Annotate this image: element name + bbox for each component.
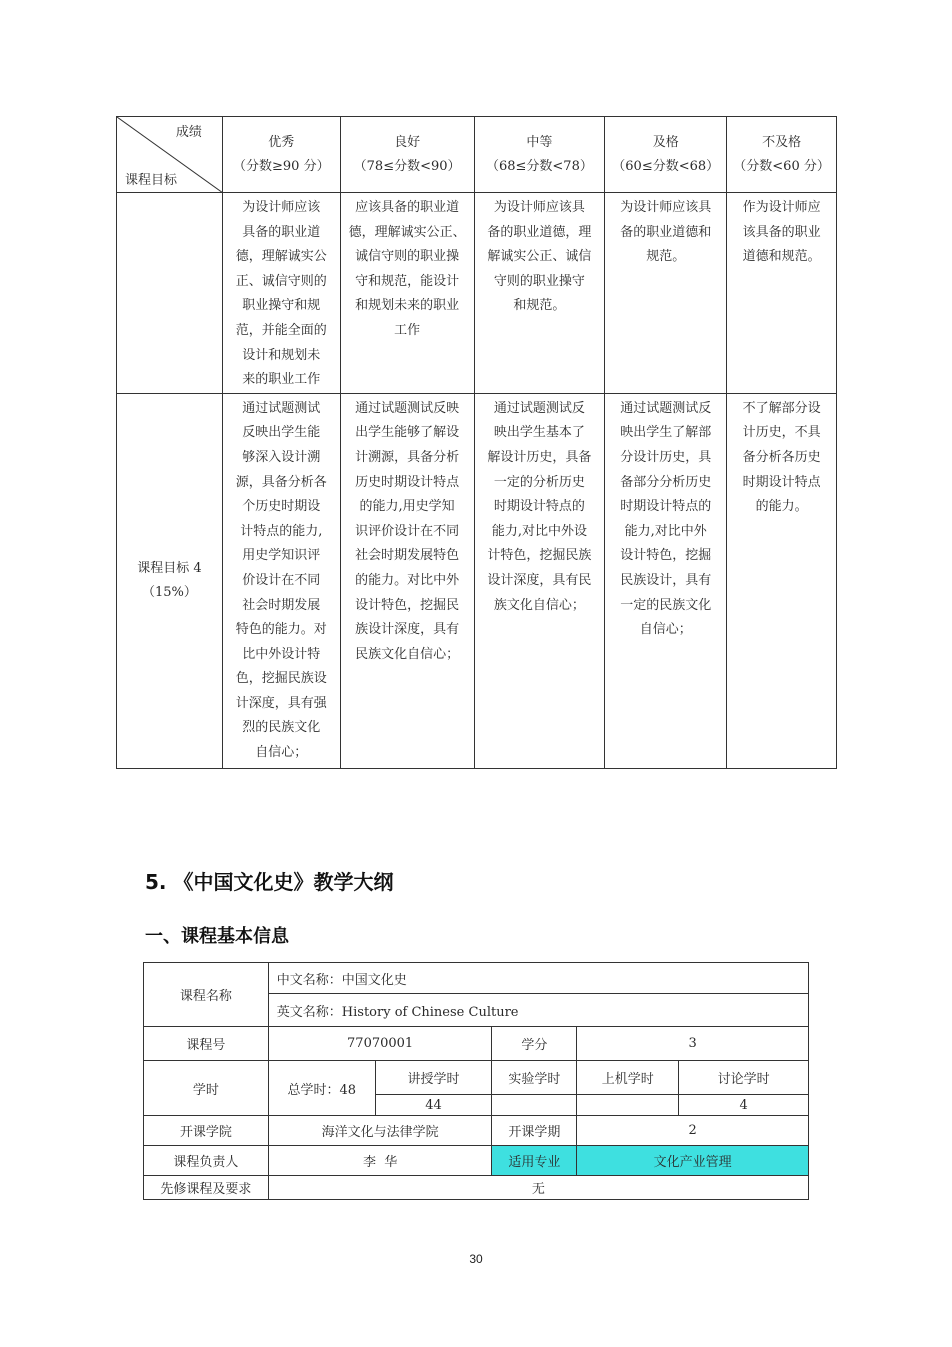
cell-text-line: 色，挖掘民族设 xyxy=(235,671,327,687)
cell-text-line: 民族文化自信心； xyxy=(355,646,460,662)
cell-text-line: 的能力。对比中外 xyxy=(355,572,460,588)
cell-text-line: 时期设计特点的 xyxy=(620,499,712,515)
cell-text-line: 为设计师应该 xyxy=(242,200,321,215)
cell-text-line: 通过试题测试 xyxy=(242,400,321,416)
cell-text-line: 个历史时期设 xyxy=(242,499,321,515)
lecture-hours: 44 xyxy=(375,1095,492,1116)
cell-text-line: 计特点的能力, xyxy=(240,523,323,539)
cell-text-line: 解诚实公正、诚信 xyxy=(487,249,592,265)
course-no-label: 课程号 xyxy=(144,1027,269,1061)
cell-text-line: 能力,对比中外 xyxy=(624,523,707,539)
course-name-label: 课程名称 xyxy=(144,963,269,1027)
header-range: （分数≥90 分） xyxy=(233,158,330,174)
cell-good xyxy=(340,393,474,768)
header-range: （60≤分数<68） xyxy=(612,158,720,174)
cell-text-line: 够深入设计溯 xyxy=(242,449,321,465)
cell-text-line: 设计和规划未 xyxy=(242,347,321,363)
major-label: 适用专业 xyxy=(492,1146,577,1176)
lecture-label: 讲授学时 xyxy=(375,1061,492,1095)
cell-text-line: 设计特色，挖掘民 xyxy=(355,597,460,613)
cell-text-line: 社会时期发展 xyxy=(242,597,321,613)
cell-text-line: 应该具备的职业道 xyxy=(355,200,460,215)
cell-text-line: 工作 xyxy=(394,322,421,338)
computer-hours xyxy=(577,1095,679,1116)
cell-text-line: 职业操守和规 xyxy=(242,298,321,314)
cell-text-line: 守和规范，能设计 xyxy=(355,273,460,289)
cell-text-line: 不了解部分设 xyxy=(742,400,821,416)
cell-text-line: 解设计历史，具备 xyxy=(487,449,592,465)
cell-text-line: 设计特色，挖掘 xyxy=(620,548,712,564)
cell-text-line: 特色的能力。对 xyxy=(235,622,327,638)
row-label xyxy=(117,193,223,394)
cell-text-line: 出学生能够了解设 xyxy=(355,425,460,441)
cell-text-line: 具备的职业道 xyxy=(242,224,321,240)
cell-text-line: 德，理解诚实公正、 xyxy=(348,224,466,240)
header-good xyxy=(340,117,474,193)
cell-text-line: 来的职业工作 xyxy=(242,372,321,388)
total-hours: 总学时：48 xyxy=(268,1061,375,1116)
cell-text-line: 自信心； xyxy=(639,622,692,638)
cell-text-line: 正、诚信守则的 xyxy=(235,273,327,289)
semester-label: 开课学期 xyxy=(492,1116,577,1146)
cell-text-line: 备的职业道德，理 xyxy=(487,224,592,240)
cell-text-line: 备分析各历史 xyxy=(742,449,821,465)
leader-label: 课程负责人 xyxy=(144,1146,269,1176)
cell-excellent xyxy=(222,393,340,768)
page-number: 30 xyxy=(469,1252,483,1266)
cell-text-line: 备部分分析历史 xyxy=(620,474,712,490)
cell-text-line: 范，并能全面的 xyxy=(235,322,327,338)
header-excellent xyxy=(222,117,340,193)
english-name: 英文名称：History of Chinese Culture xyxy=(268,994,808,1027)
cell-text-line: 德，理解诚实公 xyxy=(235,249,327,265)
cell-text-line: 该具备的职业 xyxy=(742,224,821,240)
college-label: 开课学院 xyxy=(144,1116,269,1146)
header-name: 中等 xyxy=(526,134,553,150)
cell-text-line: 规范。 xyxy=(646,249,686,265)
lab-hours xyxy=(492,1095,577,1116)
chinese-name: 中文名称：中国文化史 xyxy=(268,963,808,994)
header-medium xyxy=(474,117,605,193)
cell-text-line: 计溯源，具备分析 xyxy=(355,449,460,465)
cell-text-line: 通过试题测试反映 xyxy=(355,400,460,416)
cell-text-line: 比中外设计特 xyxy=(242,646,321,662)
cell-text-line: 通过试题测试反 xyxy=(620,400,712,416)
cell-text-line: 为设计师应该具 xyxy=(620,200,712,215)
cell-text-line: 作为设计师应 xyxy=(742,200,821,215)
cell-text-line: 族设计深度，具有 xyxy=(355,622,460,638)
header-corner-cell xyxy=(117,117,223,193)
cell-text-line: 为设计师应该具 xyxy=(493,200,585,215)
discussion-hours: 4 xyxy=(679,1095,809,1116)
cell-text-line: 的能力,用史学知 xyxy=(359,499,455,515)
cell-medium xyxy=(474,393,605,768)
major: 文化产业管理 xyxy=(577,1146,809,1176)
cell-medium xyxy=(474,193,605,394)
cell-text-line: 的能力。 xyxy=(755,499,808,515)
cell-text-line: 守则的职业操守 xyxy=(493,273,585,289)
cell-text-line: 分设计历史，具 xyxy=(620,449,712,465)
cell-good xyxy=(340,193,474,394)
cell-text-line: 用史学知识评 xyxy=(242,548,321,564)
cell-text-line: 映出学生基本了 xyxy=(493,425,585,441)
row-label-objective-4 xyxy=(117,393,223,768)
corner-score-label: 成绩 xyxy=(175,125,202,140)
cell-text-line: 计历史，不具 xyxy=(742,425,821,441)
cell-text-line: 历史时期设计特点 xyxy=(355,474,460,490)
objective-name: 课程目标 4 xyxy=(137,560,202,576)
cell-text-line: 计特色，挖掘民族 xyxy=(487,548,592,564)
header-pass xyxy=(605,117,727,193)
cell-fail xyxy=(727,193,837,394)
cell-text-line: 备的职业道德和 xyxy=(620,224,712,240)
cell-text-line: 自信心； xyxy=(255,745,308,761)
cell-text-line: 反映出学生能 xyxy=(242,425,321,441)
leader: 李 华 xyxy=(268,1146,492,1176)
credit: 3 xyxy=(577,1027,809,1061)
corner-objective-label: 课程目标 xyxy=(125,173,178,188)
lab-label: 实验学时 xyxy=(492,1061,577,1095)
cell-text-line: 道德和规范。 xyxy=(742,249,821,265)
cell-text-line: 和规范。 xyxy=(513,298,566,314)
discussion-label: 讨论学时 xyxy=(679,1061,809,1095)
prereq-label: 先修课程及要求 xyxy=(144,1176,269,1200)
header-name: 不及格 xyxy=(762,134,802,150)
cell-pass xyxy=(605,193,727,394)
cell-text-line: 时期设计特点 xyxy=(742,474,821,490)
header-name: 及格 xyxy=(652,134,679,150)
subsection-title: 一、课程基本信息 xyxy=(145,926,289,947)
header-range: （78≤分数<90） xyxy=(353,158,461,174)
course-info-table xyxy=(143,962,809,1200)
header-name: 优秀 xyxy=(268,134,295,150)
objective-weight: （15%） xyxy=(141,584,197,600)
section-title: 5. 《中国文化史》教学大纲 xyxy=(145,870,394,894)
cell-text-line: 族文化自信心； xyxy=(493,597,585,613)
cell-text-line: 能力,对比中外设 xyxy=(491,523,587,539)
cell-fail xyxy=(727,393,837,768)
cell-text-line: 一定的民族文化 xyxy=(620,597,712,613)
header-name: 良好 xyxy=(394,134,421,150)
header-fail xyxy=(727,117,837,193)
prereq: 无 xyxy=(268,1176,808,1200)
cell-excellent xyxy=(222,193,340,394)
cell-text-line: 源，具备分析各 xyxy=(235,474,327,490)
hours-label: 学时 xyxy=(144,1061,269,1116)
cell-pass xyxy=(605,393,727,768)
cell-text-line: 计深度，具有强 xyxy=(235,695,327,711)
semester: 2 xyxy=(577,1116,809,1146)
cell-text-line: 民族设计，具有 xyxy=(620,572,712,588)
grading-table xyxy=(116,116,837,769)
cell-text-line: 时期设计特点的 xyxy=(493,499,585,515)
cell-text-line: 诚信守则的职业操 xyxy=(355,249,460,265)
header-range: （68≤分数<78） xyxy=(485,158,593,174)
college: 海洋文化与法律学院 xyxy=(268,1116,492,1146)
cell-text-line: 烈的民族文化 xyxy=(242,720,321,736)
cell-text-line: 映出学生了解部 xyxy=(620,425,712,441)
table-row xyxy=(117,393,837,768)
cell-text-line: 和规划未来的职业 xyxy=(355,298,460,314)
cell-text-line: 价设计在不同 xyxy=(242,572,321,588)
cell-text-line: 设计深度，具有民 xyxy=(487,572,592,588)
cell-text-line: 识评价设计在不同 xyxy=(355,523,460,539)
cell-text-line: 通过试题测试反 xyxy=(493,400,585,416)
course-no: 77070001 xyxy=(268,1027,492,1061)
credit-label: 学分 xyxy=(492,1027,577,1061)
table-row xyxy=(117,193,837,394)
cell-text-line: 社会时期发展特色 xyxy=(355,548,460,564)
cell-text-line: 一定的分析历史 xyxy=(493,474,585,490)
computer-label: 上机学时 xyxy=(577,1061,679,1095)
header-range: （分数<60 分） xyxy=(733,158,830,174)
